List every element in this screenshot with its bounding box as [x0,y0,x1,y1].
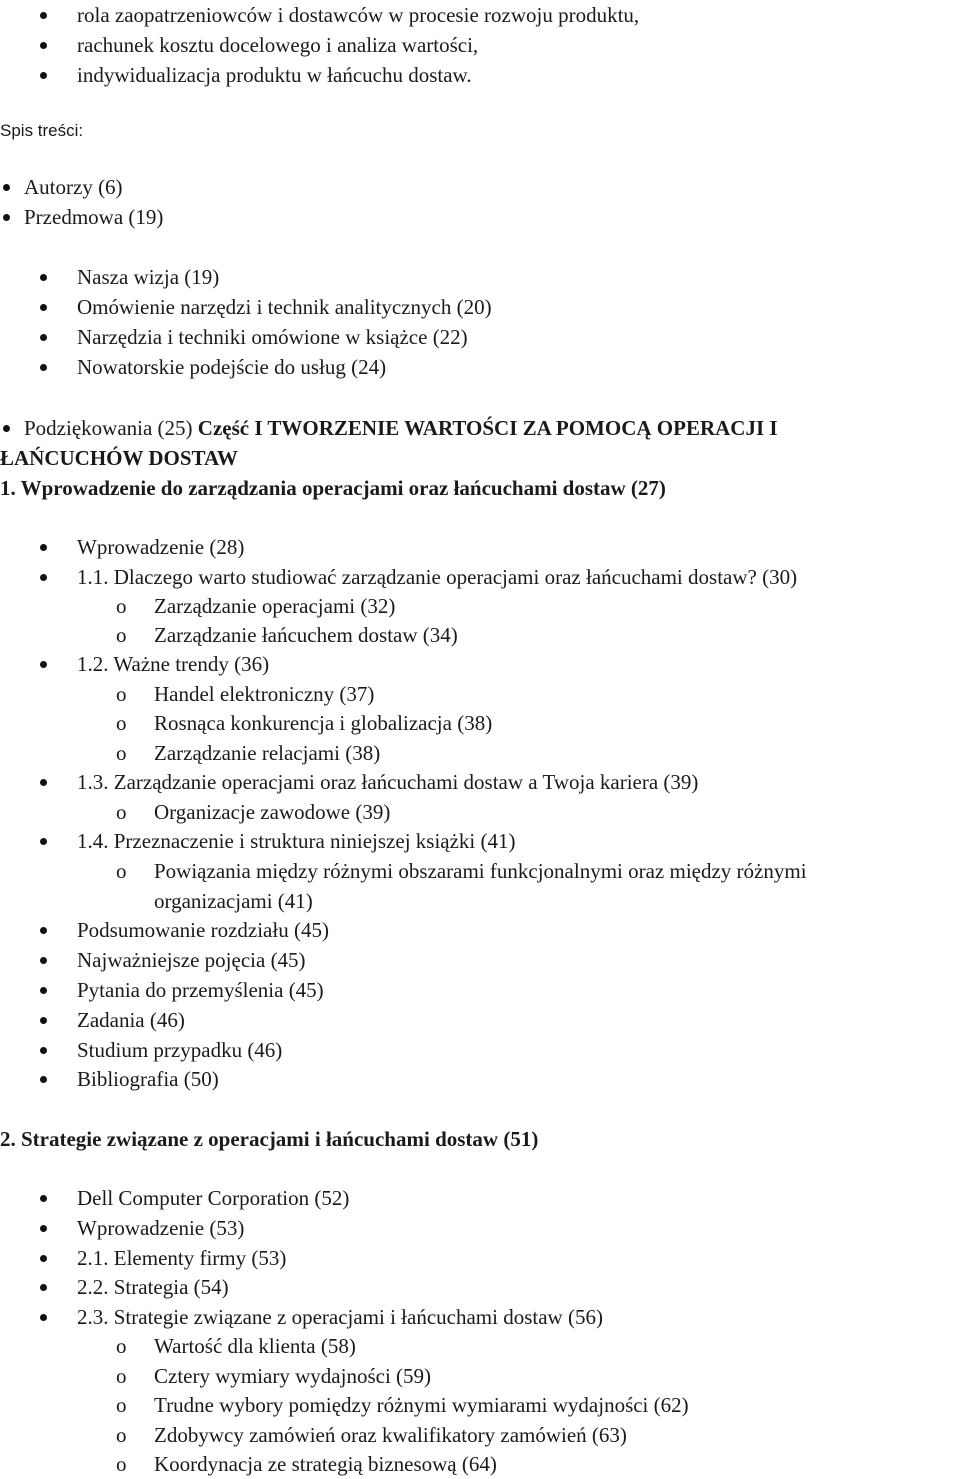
bullet-icon [40,838,47,845]
bullet-icon [3,184,10,191]
circle-marker-icon: o [116,1423,127,1447]
bullet-icon [40,574,47,581]
bullet-icon [40,1284,47,1291]
toc-entry: 1.1. Dlaczego warto studiować zarządzanie operacjami oraz łańcuchami dostaw? (30) [0,562,960,592]
toc-entry: Narzędzia i techniki omówione w książce (22) [0,322,960,352]
toc-entry: 1.2. Ważne trendy (36) [0,649,960,679]
bullet-icon [40,1076,47,1083]
circle-marker-icon: o [116,711,127,735]
circle-marker-icon: o [116,859,127,883]
bullet-icon [40,274,47,281]
toc-subentry: o Koordynacja ze strategią biznesową (64) [0,1449,960,1479]
bullet-icon [40,364,47,371]
circle-marker-icon: o [116,682,127,706]
toc-entry: Pytania do przemyślenia (45) [0,975,960,1005]
bullet-icon [40,1047,47,1054]
acknowledgements-label: Podziękowania (25) [24,416,193,440]
bullet-icon [40,334,47,341]
toc-entry: Podsumowanie rozdziału (45) [0,915,960,945]
bullet-icon [40,1314,47,1321]
toc-subentry: o Zarządzanie relacjami (38) [0,738,960,768]
toc-subentry: o Organizacje zawodowe (39) [0,797,960,827]
part-title-continued: ŁAŃCUCHÓW DOSTAW [0,446,238,470]
part-title: Część I TWORZENIE WARTOŚCI ZA POMOCĄ OPERACJI I [197,416,778,440]
toc-subentry: o Rosnąca konkurencja i globalizacja (38) [0,708,960,738]
bullet-icon [40,12,47,19]
toc-entry: Nowatorskie podejście do usług (24) [0,352,960,382]
toc-entry [0,413,960,443]
bullet-icon [40,1225,47,1232]
circle-marker-icon: o [116,1393,127,1417]
bullet-icon [40,779,47,786]
bullet-icon [40,1255,47,1262]
list-item: rachunek kosztu docelowego i analiza wartości, [0,30,960,60]
toc-title: Spis treści: [0,121,84,140]
toc-subentry: o Handel elektroniczny (37) [0,679,960,709]
circle-marker-icon: o [116,1452,127,1476]
toc-subentry: o Powiązania między różnymi obszarami funkcjonalnymi oraz między różnymi [0,856,960,886]
bullet-icon [40,304,47,311]
bullet-icon [40,987,47,994]
bullet-icon [40,661,47,668]
toc-subentry: o Wartość dla klienta (58) [0,1331,960,1361]
circle-marker-icon: o [116,1364,127,1388]
toc-subentry: o Zdobywcy zamówień oraz kwalifikatory zamówień (63) [0,1420,960,1450]
bullet-icon [3,214,10,221]
toc-subentry: o Zarządzanie łańcuchem dostaw (34) [0,620,960,650]
toc-entry: Dell Computer Corporation (52) [0,1183,960,1213]
toc-entry: Wprowadzenie (53) [0,1213,960,1243]
toc-entry: 2.2. Strategia (54) [0,1272,960,1302]
toc-entry: Nasza wizja (19) [0,262,960,292]
toc-entry: Zadania (46) [0,1005,960,1035]
toc-entry: Studium przypadku (46) [0,1035,960,1065]
bullet-icon [40,72,47,79]
circle-marker-icon: o [116,623,127,647]
bullet-icon [40,927,47,934]
list-item: indywidualizacja produktu w łańcuchu dostaw. [0,60,960,90]
toc-entry: Autorzy (6) [0,172,960,202]
circle-marker-icon: o [116,800,127,824]
toc-entry: Najważniejsze pojęcia (45) [0,945,960,975]
chapter-title: 1. Wprowadzenie do zarządzania operacjami oraz łańcuchami dostaw (27) [0,476,666,500]
toc-entry: 1.3. Zarządzanie operacjami oraz łańcuchami dostaw a Twoja kariera (39) [0,767,960,797]
bullet-icon [40,957,47,964]
toc-entry: Przedmowa (19) [0,202,960,232]
toc-entry: 2.3. Strategie związane z operacjami i łańcuchami dostaw (56) [0,1302,960,1332]
circle-marker-icon: o [116,594,127,618]
bullet-icon [3,425,10,432]
circle-marker-icon: o [116,741,127,765]
circle-marker-icon: o [116,1334,127,1358]
bullet-icon [40,1017,47,1024]
toc-entry: Wprowadzenie (28) [0,532,960,562]
bullet-icon [40,42,47,49]
toc-entry: Omówienie narzędzi i technik analitycznych (20) [0,292,960,322]
toc-entry: 2.1. Elementy firmy (53) [0,1243,960,1273]
toc-subentry: o Trudne wybory pomiędzy różnymi wymiarami wydajności (62) [0,1390,960,1420]
bullet-icon [40,544,47,551]
toc-subentry: o Zarządzanie operacjami (32) [0,591,960,621]
toc-entry: 1.4. Przeznaczenie i struktura niniejszej książki (41) [0,826,960,856]
toc-entry: Bibliografia (50) [0,1064,960,1094]
toc-subentry: o Cztery wymiary wydajności (59) [0,1361,960,1391]
list-item: rola zaopatrzeniowców i dostawców w procesie rozwoju produktu, [0,0,960,30]
bullet-icon [40,1195,47,1202]
toc-subentry-continued: organizacjami (41) [154,889,313,913]
chapter-title: 2. Strategie związane z operacjami i łańcuchami dostaw (51) [0,1127,539,1151]
